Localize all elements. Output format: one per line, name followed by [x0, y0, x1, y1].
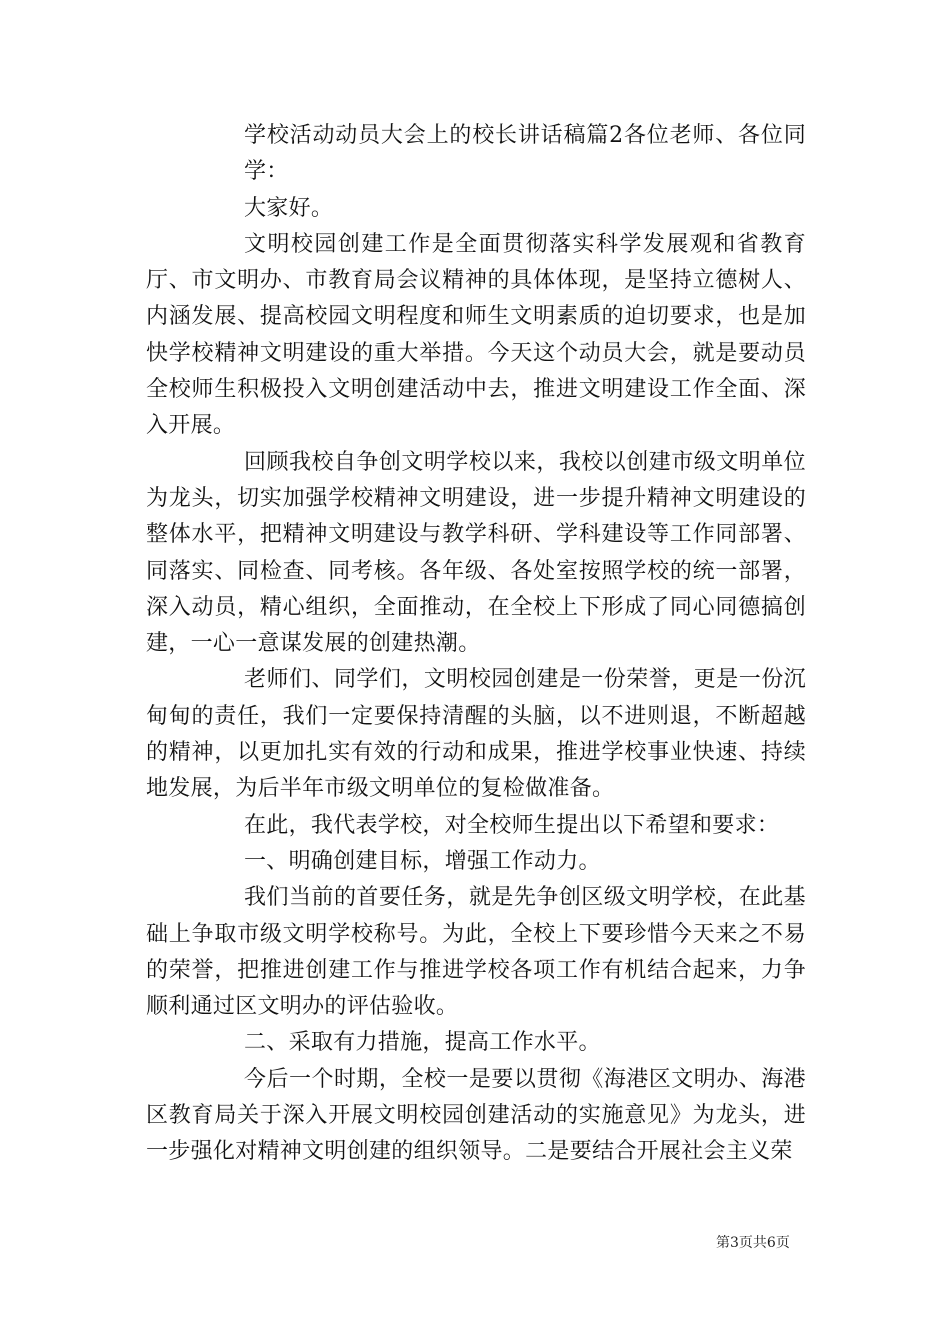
page-number: 第3页共6页: [716, 1235, 790, 1251]
paragraph: 我们当前的首要任务，就是先争创区级文明学校，在此基础上争取市级文明学校称号。为此，全校上下要珍惜今天来之不易的荣誉，把推进创建工作与推进学校各项工作有机结合起来，力争顺利通过区文明办的评估验收。: [146, 885, 806, 1020]
paragraph: 在此，我代表学校，对全校师生提出以下希望和要求：: [244, 812, 780, 838]
paragraph: 老师们、同学们，文明校园创建是一份荣誉，更是一份沉甸甸的责任，我们一定要保持清醒的头脑，以不进则退，不断超越的精神，以更加扎实有效的行动和成果，推进学校事业快速、持续地发展，为后半年市级文明单位的复检做准备。: [146, 667, 806, 802]
document-body: [146, 118, 806, 1171]
paragraph-title: 学校活动动员大会上的校长讲话稿篇2各位老师、各位同学：: [244, 123, 806, 185]
section-heading: 一、明确创建目标，增强工作动力。: [244, 848, 601, 874]
paragraph: 文明校园创建工作是全面贯彻落实科学发展观和省教育厅、市文明办、市教育局会议精神的具体体现，是坚持立德树人、内涵发展、提高校园文明程度和师生文明素质的迫切要求，也是加快学校精神文明建设的重大举措。今天这个动员大会，就是要动员全校师生积极投入文明创建活动中去，推进文明建设工作全面、深入开展。: [146, 231, 806, 439]
paragraph-greeting: 大家好。: [244, 195, 334, 221]
paragraph: 回顾我校自争创文明学校以来，我校以创建市级文明单位为龙头，切实加强学校精神文明建设，进一步提升精神文明建设的整体水平，把精神文明建设与教学科研、学科建设等工作同部署、同落实、同检查、同考核。各年级、各处室按照学校的统一部署，深入动员，精心组织，全面推动，在全校上下形成了同心同德搞创建，一心一意谋发展的创建热潮。: [146, 449, 806, 657]
section-heading: 二、采取有力措施，提高工作水平。: [244, 1030, 601, 1056]
paragraph: 今后一个时期，全校一是要以贯彻《海港区文明办、海港区教育局关于深入开展文明校园创建活动的实施意见》为龙头，进一步强化对精神文明创建的组织领导。二是要结合开展社会主义荣: [146, 1066, 806, 1165]
